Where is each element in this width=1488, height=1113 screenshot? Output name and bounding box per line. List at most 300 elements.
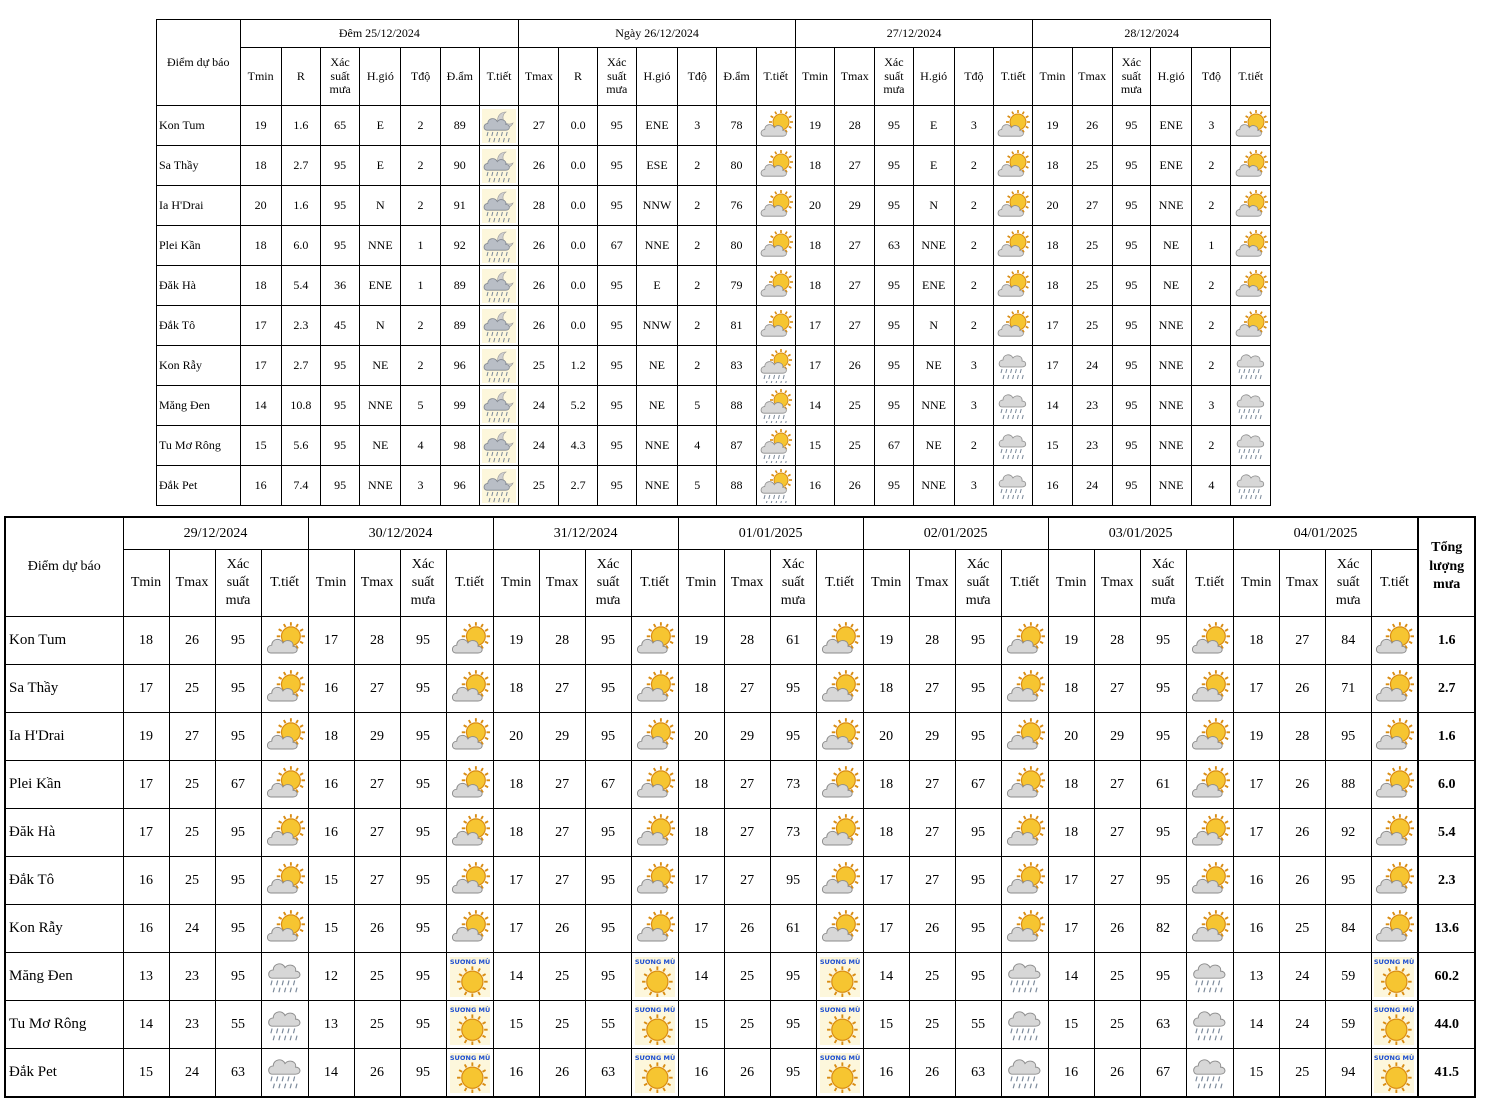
t2-column-header: Xác suất mưa	[955, 550, 1001, 617]
t2-weather-cell	[1186, 953, 1233, 1001]
t1-value-cell: 89	[440, 306, 479, 346]
t1-column-header: Tmax	[519, 48, 559, 106]
sun-cloud-icon	[450, 669, 490, 709]
t1-value-cell: 0.0	[559, 146, 597, 186]
t2-value-cell: 16	[863, 1049, 909, 1098]
t2-value-cell: 67	[955, 761, 1001, 809]
t1-value-cell: 4	[1192, 466, 1231, 506]
t1-weather-cell	[756, 186, 795, 226]
t1-value-cell: 24	[519, 386, 559, 426]
t1-value-cell: 95	[1112, 146, 1150, 186]
t2-value-cell: 27	[1094, 857, 1140, 905]
t2-value-cell: 20	[1048, 713, 1094, 761]
t2-value-cell: 17	[863, 857, 909, 905]
t1-row	[157, 346, 1271, 386]
t1-weather-cell	[756, 386, 795, 426]
sun-cloud-icon	[1005, 765, 1045, 805]
t2-value-cell: 59	[1325, 953, 1371, 1001]
t1-period-row	[157, 20, 1271, 48]
t2-value-cell: 17	[1048, 905, 1094, 953]
t2-point-name: Đắk Pet	[5, 1049, 123, 1098]
t1-value-cell: 5	[678, 386, 717, 426]
t1-value-cell: NNE	[360, 466, 401, 506]
t2-weather-cell	[1001, 761, 1048, 809]
t2-value-cell: 73	[770, 761, 816, 809]
t2-value-cell: 27	[909, 665, 955, 713]
t1-value-cell: 25	[519, 346, 559, 386]
sun-cloud-icon	[820, 861, 860, 901]
t2-value-cell: 17	[863, 905, 909, 953]
t1-weather-cell	[756, 306, 795, 346]
t2-row	[5, 617, 1475, 665]
t2-point-name: Kon Rẫy	[5, 905, 123, 953]
t2-weather-cell	[631, 905, 678, 953]
svg-text:SƯƠNG MÙ: SƯƠNG MÙ	[634, 957, 675, 966]
t2-row	[5, 1001, 1475, 1049]
t1-value-cell: 20	[1033, 186, 1072, 226]
sun-cloud-icon	[1190, 909, 1230, 949]
night-cloud-rain-icon	[482, 389, 516, 423]
cloud-rain-icon	[1234, 349, 1268, 383]
sun-cloud-icon	[1234, 149, 1268, 183]
t2-value-cell: 95	[400, 761, 446, 809]
t2-value-cell: 25	[539, 953, 585, 1001]
t1-value-cell: 0.0	[559, 106, 597, 146]
sun-cloud-icon	[1005, 717, 1045, 757]
t1-value-cell: 1.6	[281, 106, 320, 146]
t2-column-header: Tmin	[1048, 550, 1094, 617]
t1-value-cell: 90	[440, 146, 479, 186]
t2-value-cell: 95	[1325, 857, 1371, 905]
t2-point-name: Đắk Tô	[5, 857, 123, 905]
t1-value-cell: 95	[597, 186, 636, 226]
sun-cloud-icon	[1234, 189, 1268, 223]
t1-value-cell: NE	[360, 426, 401, 466]
t1-value-cell: 92	[440, 226, 479, 266]
t2-weather-cell	[1371, 761, 1418, 809]
t2-weather-cell	[261, 617, 308, 665]
t1-value-cell: E	[913, 106, 954, 146]
t2-value-cell: 25	[909, 953, 955, 1001]
t1-value-cell: 95	[320, 146, 359, 186]
t2-value-cell: 26	[1094, 905, 1140, 953]
t1-value-cell: 2	[678, 266, 717, 306]
t1-value-cell: ENE	[1151, 146, 1192, 186]
t1-weather-cell	[756, 106, 795, 146]
t2-column-header: Tmax	[169, 550, 215, 617]
t2-weather-cell	[261, 857, 308, 905]
t1-value-cell: 0.0	[559, 226, 597, 266]
t2-column-header: Tmax	[909, 550, 955, 617]
t1-value-cell: 24	[1072, 466, 1112, 506]
t2-value-cell: 25	[1094, 1001, 1140, 1049]
t1-value-cell: 79	[717, 266, 756, 306]
sun-cloud-icon	[759, 309, 793, 343]
t2-value-cell: 95	[955, 665, 1001, 713]
t1-value-cell: 2.7	[281, 346, 320, 386]
t1-row	[157, 426, 1271, 466]
t1-column-header: H.gió	[913, 48, 954, 106]
t1-column-header: T.tiết	[994, 48, 1033, 106]
sun-cloud-icon	[1374, 861, 1414, 901]
night-cloud-rain-icon	[482, 149, 516, 183]
t2-value-cell: 19	[493, 617, 539, 665]
t1-value-cell: ENE	[636, 106, 677, 146]
t2-value-cell: 95	[215, 905, 261, 953]
t1-weather-cell	[994, 146, 1033, 186]
t1-weather-cell	[1231, 186, 1271, 226]
sun-cloud-icon	[759, 109, 793, 143]
t2-value-cell: 63	[585, 1049, 631, 1098]
t2-weather-cell	[816, 665, 863, 713]
t2-value-cell: 18	[863, 761, 909, 809]
t2-total-rain: 41.5	[1418, 1049, 1475, 1098]
t2-value-cell: 29	[1094, 713, 1140, 761]
t2-column-header: Tmin	[308, 550, 354, 617]
t1-value-cell: 95	[597, 346, 636, 386]
sun-cloud-icon	[1005, 909, 1045, 949]
t2-column-header: Xác suất mưa	[770, 550, 816, 617]
t1-weather-cell	[994, 266, 1033, 306]
t2-weather-cell	[1371, 617, 1418, 665]
sun-cloud-icon	[996, 309, 1030, 343]
t2-value-cell: 95	[400, 617, 446, 665]
sun-cloud-icon	[820, 909, 860, 949]
night-cloud-rain-icon	[482, 309, 516, 343]
t1-value-cell: 14	[795, 386, 834, 426]
t1-column-header: Tmin	[240, 48, 281, 106]
t2-value-cell: 25	[1094, 953, 1140, 1001]
t2-value-cell: 23	[169, 1001, 215, 1049]
t2-column-header: T.tiết	[261, 550, 308, 617]
t1-value-cell: 15	[795, 426, 834, 466]
t1-value-cell: 5.6	[281, 426, 320, 466]
t2-date-header: 01/01/2025	[678, 517, 863, 550]
t1-value-cell: 95	[320, 226, 359, 266]
cloud-rain-icon	[996, 389, 1030, 423]
t2-point-name: Măng Đen	[5, 953, 123, 1001]
t1-value-cell: 19	[1033, 106, 1072, 146]
t2-value-cell: 13	[1233, 953, 1279, 1001]
t1-value-cell: 83	[717, 346, 756, 386]
t1-column-header: Tđộ	[954, 48, 993, 106]
sun-cloud-icon	[1374, 621, 1414, 661]
t2-value-cell: 29	[724, 713, 770, 761]
t1-value-cell: 18	[1033, 266, 1072, 306]
sun-cloud-icon	[820, 621, 860, 661]
t2-total-rain: 2.7	[1418, 665, 1475, 713]
t1-weather-cell	[756, 466, 795, 506]
t2-value-cell: 16	[308, 665, 354, 713]
t2-value-cell: 27	[539, 665, 585, 713]
sun-cloud-icon	[1005, 621, 1045, 661]
t1-value-cell: 67	[597, 226, 636, 266]
t2-value-cell: 18	[123, 617, 169, 665]
t2-value-cell: 27	[724, 665, 770, 713]
t1-value-cell: 18	[240, 226, 281, 266]
t2-weather-cell	[1001, 713, 1048, 761]
t2-value-cell: 18	[1048, 809, 1094, 857]
t1-column-header: T.tiết	[1231, 48, 1271, 106]
t2-weather-cell	[1186, 1049, 1233, 1098]
svg-text:SƯƠNG MÙ: SƯƠNG MÙ	[1374, 957, 1415, 966]
t2-value-cell: 95	[400, 1001, 446, 1049]
t1-value-cell: 95	[1112, 186, 1150, 226]
t2-value-cell: 14	[1048, 953, 1094, 1001]
t2-value-cell: 13	[123, 953, 169, 1001]
t1-value-cell: 80	[717, 146, 756, 186]
t2-value-cell: 29	[909, 713, 955, 761]
t2-value-cell: 26	[724, 905, 770, 953]
t2-value-cell: 14	[493, 953, 539, 1001]
sun-cloud-icon	[1190, 717, 1230, 757]
t2-value-cell: 26	[354, 905, 400, 953]
t1-value-cell: 95	[1112, 226, 1150, 266]
t2-value-cell: 18	[863, 665, 909, 713]
t1-column-header: Xác suất mưa	[320, 48, 359, 106]
t1-value-cell: 17	[795, 306, 834, 346]
t2-column-header: T.tiết	[1371, 550, 1418, 617]
t2-column-header: Xác suất mưa	[585, 550, 631, 617]
t2-column-header: T.tiết	[1001, 550, 1048, 617]
t2-value-cell: 26	[1279, 761, 1325, 809]
t1-weather-cell	[994, 346, 1033, 386]
t1-value-cell: 2	[401, 146, 440, 186]
t1-weather-cell	[756, 346, 795, 386]
t1-value-cell: 95	[875, 146, 913, 186]
t2-value-cell: 15	[493, 1001, 539, 1049]
sun-cloud-icon	[635, 909, 675, 949]
t2-weather-cell	[1001, 1049, 1048, 1098]
t2-value-cell: 12	[308, 953, 354, 1001]
t2-value-cell: 26	[539, 905, 585, 953]
t1-value-cell: 95	[320, 466, 359, 506]
t1-value-cell: 95	[1112, 306, 1150, 346]
sun-cloud-icon	[1005, 669, 1045, 709]
t1-value-cell: NNE	[1151, 386, 1192, 426]
t2-weather-cell	[1001, 617, 1048, 665]
t2-value-cell: 67	[585, 761, 631, 809]
t2-value-cell: 29	[539, 713, 585, 761]
t2-value-cell: 25	[169, 665, 215, 713]
t2-date-row	[5, 517, 1475, 550]
t2-weather-cell	[631, 809, 678, 857]
sun-cloud-icon	[450, 717, 490, 757]
t1-weather-cell	[994, 426, 1033, 466]
t2-value-cell: 27	[724, 809, 770, 857]
t1-value-cell: 95	[597, 306, 636, 346]
t2-weather-cell	[446, 1049, 493, 1098]
t2-weather-cell	[446, 617, 493, 665]
t2-date-header: 30/12/2024	[308, 517, 493, 550]
sun-cloud-icon	[1005, 861, 1045, 901]
t1-value-cell: 27	[835, 306, 875, 346]
t1-column-header: H.gió	[360, 48, 401, 106]
t1-value-cell: 2	[1192, 266, 1231, 306]
sun-cloud-icon	[820, 813, 860, 853]
t2-total-rain: 1.6	[1418, 617, 1475, 665]
t2-value-cell: 92	[1325, 809, 1371, 857]
t1-value-cell: 27	[835, 146, 875, 186]
t1-value-cell: NE	[1151, 266, 1192, 306]
forecast-table-long	[4, 516, 1476, 1098]
t2-weather-cell	[631, 953, 678, 1001]
t2-weather-cell	[1186, 1001, 1233, 1049]
t1-column-header: Tmin	[1033, 48, 1072, 106]
t1-value-cell: 18	[1033, 226, 1072, 266]
t2-column-header: Tmin	[1233, 550, 1279, 617]
t2-row	[5, 761, 1475, 809]
cloud-rain-icon	[1005, 957, 1045, 997]
sun-cloud-icon	[1190, 861, 1230, 901]
t1-value-cell: 2	[1192, 186, 1231, 226]
t1-value-cell: 26	[835, 466, 875, 506]
t2-value-cell: 26	[354, 1049, 400, 1098]
t2-weather-cell	[816, 761, 863, 809]
t2-value-cell: 28	[539, 617, 585, 665]
t1-column-header: Xác suất mưa	[597, 48, 636, 106]
t2-value-cell: 26	[1279, 665, 1325, 713]
t1-column-header: R	[559, 48, 597, 106]
t2-column-header: Tmax	[354, 550, 400, 617]
fog-sun-icon	[1374, 1005, 1414, 1045]
t2-value-cell: 95	[215, 665, 261, 713]
sun-cloud-icon	[450, 861, 490, 901]
t1-value-cell: 25	[1072, 266, 1112, 306]
t1-value-cell: 18	[795, 226, 834, 266]
t2-weather-cell	[631, 1049, 678, 1098]
t2-weather-cell	[1001, 905, 1048, 953]
t2-value-cell: 14	[123, 1001, 169, 1049]
t2-weather-cell	[1186, 713, 1233, 761]
svg-text:SƯƠNG MÙ: SƯƠNG MÙ	[819, 1005, 860, 1014]
t1-value-cell: 24	[1072, 346, 1112, 386]
t2-value-cell: 95	[215, 617, 261, 665]
t2-weather-cell	[631, 617, 678, 665]
t1-value-cell: 25	[835, 426, 875, 466]
t2-point-name: Kon Tum	[5, 617, 123, 665]
t2-value-cell: 95	[400, 1049, 446, 1098]
t1-weather-cell	[479, 346, 518, 386]
t1-value-cell: 16	[240, 466, 281, 506]
t2-value-cell: 73	[770, 809, 816, 857]
t2-value-cell: 95	[1140, 953, 1186, 1001]
t2-total-rain: 5.4	[1418, 809, 1475, 857]
t1-value-cell: 2	[401, 186, 440, 226]
t1-value-cell: NNW	[636, 306, 677, 346]
t1-value-cell: NNW	[636, 186, 677, 226]
t1-column-header: Tmax	[1072, 48, 1112, 106]
t2-value-cell: 17	[493, 905, 539, 953]
t1-value-cell: 91	[440, 186, 479, 226]
t1-weather-cell	[1231, 266, 1271, 306]
t1-value-cell: 98	[440, 426, 479, 466]
t2-value-cell: 18	[678, 761, 724, 809]
t2-weather-cell	[816, 713, 863, 761]
t1-column-header: R	[281, 48, 320, 106]
t1-value-cell: 19	[795, 106, 834, 146]
t2-value-cell: 27	[724, 857, 770, 905]
t2-value-cell: 14	[1233, 1001, 1279, 1049]
t2-value-cell: 95	[400, 809, 446, 857]
t1-weather-cell	[479, 186, 518, 226]
sun-cloud-icon	[635, 861, 675, 901]
t2-value-cell: 95	[770, 857, 816, 905]
t1-weather-cell	[1231, 386, 1271, 426]
t2-value-cell: 95	[585, 905, 631, 953]
t1-value-cell: 2	[1192, 146, 1231, 186]
t2-value-cell: 55	[955, 1001, 1001, 1049]
t1-value-cell: N	[360, 306, 401, 346]
t2-weather-cell	[261, 953, 308, 1001]
t1-value-cell: 27	[835, 226, 875, 266]
t1-value-cell: 3	[1192, 386, 1231, 426]
t2-column-header: Xác suất mưa	[400, 550, 446, 617]
fog-sun-icon	[450, 1005, 490, 1045]
t2-value-cell: 63	[1140, 1001, 1186, 1049]
t2-value-cell: 26	[1279, 857, 1325, 905]
t1-value-cell: 2.7	[281, 146, 320, 186]
t2-value-cell: 16	[123, 905, 169, 953]
t2-value-cell: 67	[1140, 1049, 1186, 1098]
t1-value-cell: 95	[597, 266, 636, 306]
fog-sun-icon	[450, 1053, 490, 1093]
t2-value-cell: 27	[539, 809, 585, 857]
t1-value-cell: 95	[875, 186, 913, 226]
t1-value-cell: 89	[440, 266, 479, 306]
t2-row	[5, 905, 1475, 953]
sun-cloud-icon	[759, 149, 793, 183]
sun-cloud-icon	[635, 669, 675, 709]
night-cloud-rain-icon	[482, 229, 516, 263]
t1-value-cell: 2	[954, 186, 993, 226]
sun-cloud-icon	[1190, 621, 1230, 661]
t1-value-cell: 1	[401, 226, 440, 266]
t1-point-name: Tu Mơ Rông	[157, 426, 241, 466]
t2-value-cell: 14	[308, 1049, 354, 1098]
t1-value-cell: NNE	[1151, 466, 1192, 506]
t1-value-cell: 5	[678, 466, 717, 506]
t1-value-cell: NE	[636, 346, 677, 386]
t2-value-cell: 25	[724, 1001, 770, 1049]
t1-value-cell: 95	[875, 266, 913, 306]
t1-period-header: Đêm 25/12/2024	[240, 20, 519, 48]
t2-value-cell: 20	[678, 713, 724, 761]
t1-value-cell: 17	[1033, 346, 1072, 386]
t2-weather-cell	[261, 761, 308, 809]
t1-value-cell: 1.6	[281, 186, 320, 226]
t1-value-cell: 6.0	[281, 226, 320, 266]
t1-value-cell: 95	[597, 426, 636, 466]
t2-value-cell: 61	[770, 617, 816, 665]
t1-weather-cell	[994, 386, 1033, 426]
sun-cloud-icon	[1234, 269, 1268, 303]
t1-value-cell: 14	[1033, 386, 1072, 426]
t2-weather-cell	[1186, 617, 1233, 665]
t2-column-header: Xác suất mưa	[1325, 550, 1371, 617]
t1-value-cell: 19	[240, 106, 281, 146]
t1-value-cell: NNE	[636, 466, 677, 506]
t2-point-header: Điểm dự báo	[5, 517, 123, 617]
t2-value-cell: 95	[585, 857, 631, 905]
t2-value-cell: 28	[724, 617, 770, 665]
t2-weather-cell	[446, 905, 493, 953]
t2-value-cell: 27	[909, 761, 955, 809]
t1-column-header: Tđộ	[678, 48, 717, 106]
t2-value-cell: 17	[678, 905, 724, 953]
t2-total-rain: 60.2	[1418, 953, 1475, 1001]
t2-value-cell: 95	[585, 665, 631, 713]
